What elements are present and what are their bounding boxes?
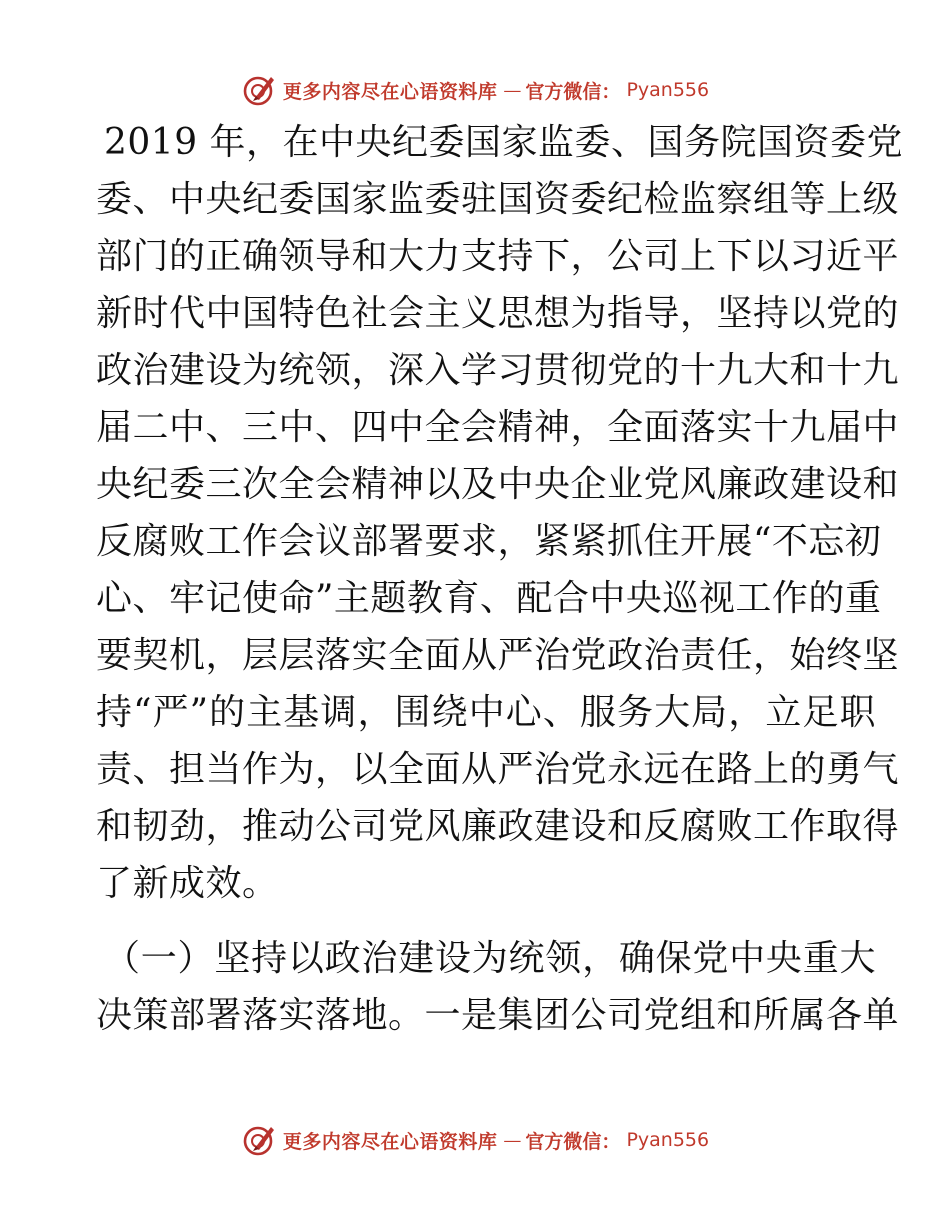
paragraph-1 <box>96 114 904 912</box>
header-watermark <box>0 70 950 110</box>
document-body <box>96 114 904 1044</box>
text-line: 央纪委三次全会精神以及中央企业党风廉政建设和 <box>96 464 900 505</box>
paragraph-2 <box>96 930 900 1044</box>
watermark-dash: — <box>503 1129 520 1151</box>
paragraph-gap <box>96 912 876 930</box>
watermark-main-text: 更多内容尽在心语资料库 <box>282 80 498 103</box>
text-line: 责、担当作为，以全面从严治党永远在路上的勇气 <box>96 749 900 790</box>
text-line: 政治建设为统领，深入学习贯彻党的十九大和十九 <box>96 350 900 391</box>
section-heading-line: （一）坚持以政治建设为统领，确保党中央重大 <box>104 938 876 979</box>
text-line: 2019 年，在中央纪委国家监委、国务院国资委党 <box>104 122 904 163</box>
text-line: 部门的正确领导和大力支持下，公司上下以习近平 <box>96 236 900 277</box>
text-line: 心、牢记使命”主题教育、配合中央巡视工作的重 <box>96 578 882 619</box>
footer-watermark <box>0 1120 950 1160</box>
text-line: 届二中、三中、四中全会精神，全面落实十九届中 <box>96 407 900 448</box>
watermark-wechat-id: Pyan556 <box>626 1129 710 1151</box>
text-line: 新时代中国特色社会主义思想为指导，坚持以党的 <box>96 293 900 334</box>
watermark-official-text: 官方微信： <box>525 1130 621 1153</box>
quill-logo-icon <box>241 1122 277 1158</box>
watermark-official-text: 官方微信： <box>525 80 621 103</box>
text-line: 了新成效。 <box>96 863 279 904</box>
watermark-dash: — <box>503 79 520 101</box>
text-line: 要契机，层层落实全面从严治党政治责任，始终坚 <box>96 635 900 676</box>
watermark-wechat-id: Pyan556 <box>626 79 710 101</box>
text-line: 反腐败工作会议部署要求，紧紧抓住开展“不忘初 <box>96 521 882 562</box>
watermark-main-text: 更多内容尽在心语资料库 <box>282 1130 498 1153</box>
text-line: 和韧劲，推动公司党风廉政建设和反腐败工作取得 <box>96 806 900 847</box>
text-line: 持“严”的主基调，围绕中心、服务大局，立足职 <box>96 692 876 733</box>
text-line: 委、中央纪委国家监委驻国资委纪检监察组等上级 <box>96 179 900 220</box>
text-line: 决策部署落实落地。一是集团公司党组和所属各单 <box>96 995 900 1036</box>
quill-logo-icon <box>241 72 277 108</box>
